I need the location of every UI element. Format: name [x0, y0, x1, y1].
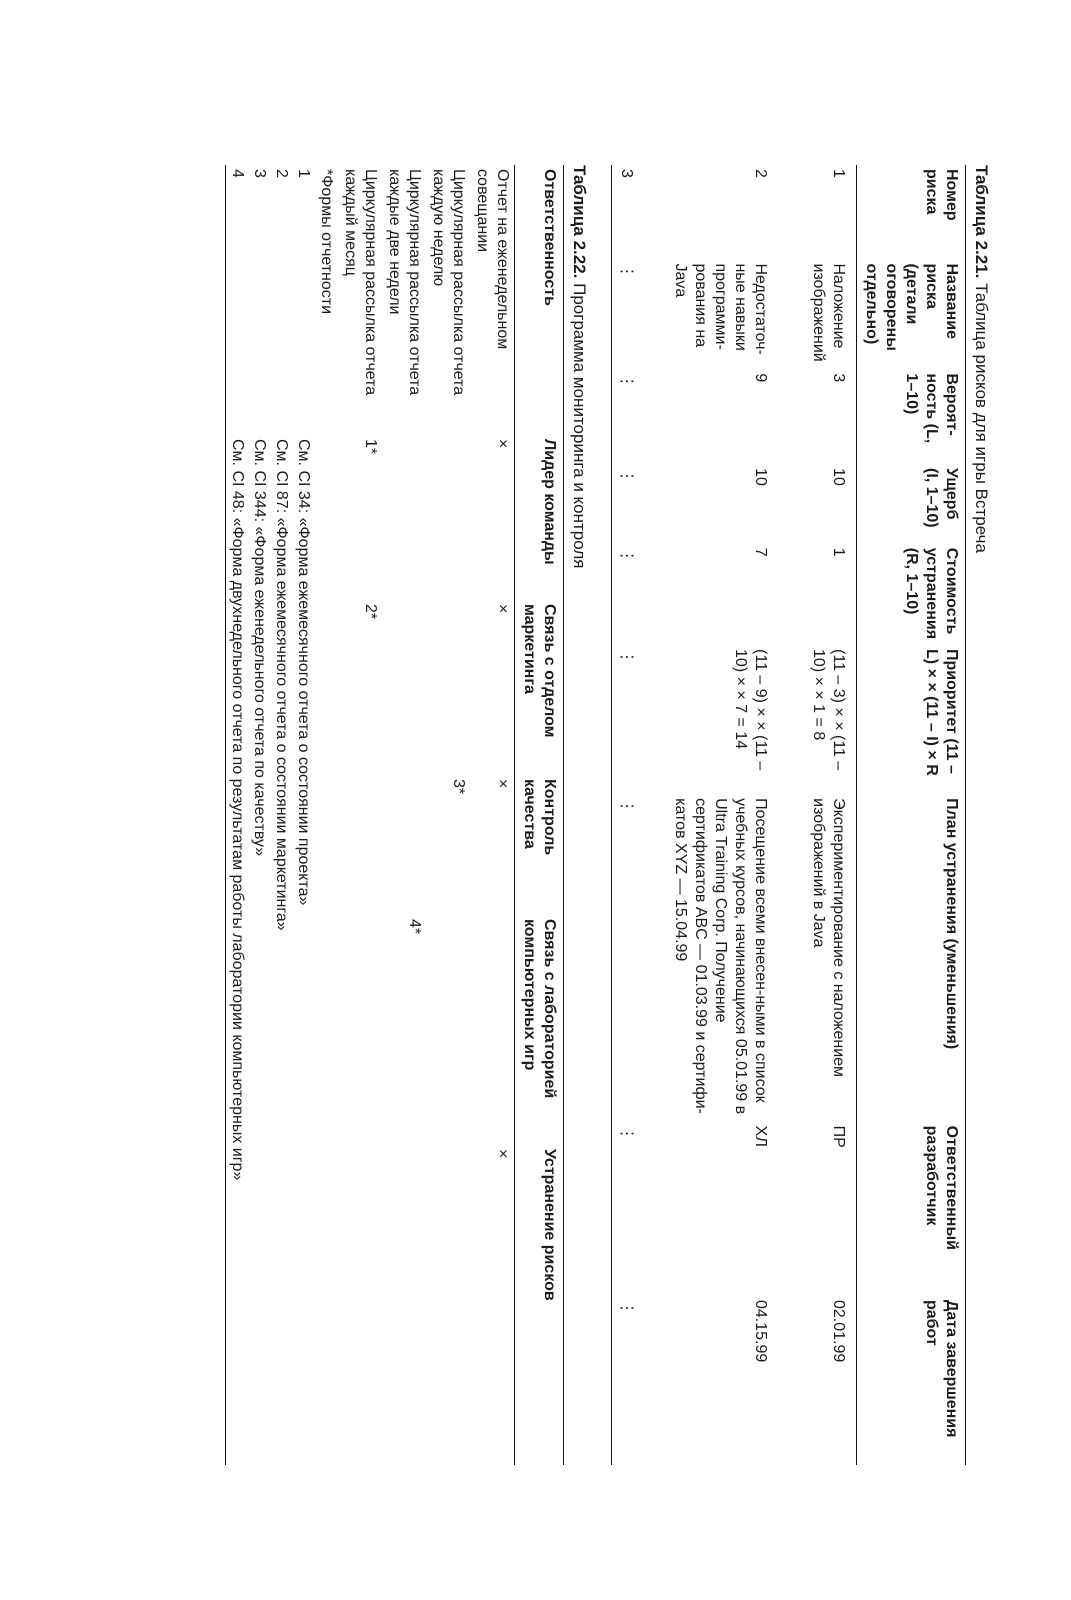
game-lab-cell	[426, 915, 470, 1145]
risk-date: 02.01.99	[830, 1299, 847, 1363]
risk-damage: 10	[830, 468, 847, 486]
footnote-number: 1	[295, 169, 312, 178]
footnote-row	[248, 165, 270, 1465]
table-row	[778, 165, 857, 1465]
header-responsibility: Ответственность	[541, 169, 558, 306]
risk-date: 04.15.99	[752, 1299, 769, 1363]
table-row	[382, 165, 426, 1465]
risk-developer: ⋮	[618, 1125, 635, 1142]
risk-mitigation-cell	[382, 1145, 426, 1465]
header-plan: План устранения (уменьшения)	[943, 798, 960, 1050]
footnote-text: См. CI 87: «Форма ежемесячного отчета о состоянии маркетинга»	[273, 439, 290, 931]
footnote-text: См. CI 344: «Форма еженедельного отчета по качеству»	[251, 439, 268, 857]
game-lab-cell	[470, 915, 515, 1145]
footnote-text: См. CI 34: «Форма ежемесячного отчета о состоянии проекта»	[295, 439, 312, 906]
team-lead-cell: 1*	[362, 439, 379, 455]
marketing-cell	[426, 600, 470, 775]
table-2-21-title: Таблица рисков для игры Встреча	[972, 283, 991, 553]
risk-date: ⋮	[618, 1299, 635, 1316]
table-2-22-caption	[569, 165, 589, 1465]
risk-cost: 7	[752, 547, 769, 557]
risk-probability: 3	[830, 373, 847, 383]
risk-name: Наложение изображений	[810, 263, 847, 362]
marketing-cell: ×	[494, 604, 511, 614]
header-cost: Стоимость устранения (R, 1–10)	[903, 547, 960, 640]
quality-cell	[338, 775, 382, 915]
table-2-22-title: Программа мониторинга и контроля	[570, 283, 589, 569]
quality-cell: ×	[494, 779, 511, 789]
risk-cost: 1	[830, 547, 847, 557]
footnote-row	[270, 165, 292, 1465]
risk-priority: (11 – 3) × × (11 – 10) × × 1 = 8	[810, 649, 847, 771]
table-2-22-number: Таблица 2.22.	[570, 165, 589, 279]
page-content	[91, 165, 991, 1465]
risk-mitigation-cell	[426, 1145, 470, 1465]
team-lead-cell: ×	[494, 439, 511, 449]
risk-plan: ⋮	[618, 798, 635, 815]
header-probability: Вероят-ность (L, 1–10)	[903, 373, 960, 444]
risk-name: Недостаточ-ные навыки программи-рования на Java	[672, 263, 769, 355]
header-priority: Приоритет (11 – L) × × (11 – I) × R	[923, 649, 960, 776]
risk-table-header	[857, 165, 966, 1465]
responsibility-label: Циркулярная рассылка отчета каждые две недели	[386, 169, 423, 396]
risk-cost: ⋮	[618, 547, 635, 564]
responsibility-label: Отчет на еженедельном совещании	[474, 169, 511, 350]
risk-mitigation-cell	[338, 1145, 382, 1465]
risk-damage: ⋮	[618, 468, 635, 485]
footnote-number: 3	[251, 169, 268, 178]
header-game-lab: Связь с лабораторией компьютерных игр	[521, 919, 558, 1099]
risk-developer: ХЛ	[752, 1125, 769, 1147]
header-damage: Ущерб (I, 1–10)	[923, 468, 960, 528]
team-lead-cell	[426, 435, 470, 600]
footnote-title-row	[314, 165, 338, 1465]
header-marketing: Связь с отделом маркетинга	[521, 604, 558, 738]
marketing-cell	[382, 600, 426, 775]
table-gap	[589, 165, 611, 1465]
header-date: Дата завершения работ	[923, 1299, 960, 1438]
risk-priority: (11 – 9) × × (11 – 10) × × 7 = 14	[732, 649, 769, 771]
team-lead-cell	[382, 435, 426, 600]
risk-priority: ⋮	[618, 649, 635, 666]
footnote-row	[292, 165, 314, 1465]
responsibility-label: Циркулярная рассылка отчета каждый месяц	[342, 169, 379, 396]
footnote-row	[226, 165, 249, 1465]
footnote-number: 2	[273, 169, 290, 178]
risk-probability: 9	[752, 373, 769, 383]
footnote-text: См. CI 48: «Форма двухнедельного отчета по результатам работы лаборатории компьютерных игр»	[229, 439, 246, 1181]
game-lab-cell: 4*	[406, 919, 423, 935]
risk-mitigation-cell: ×	[494, 1149, 511, 1159]
monitoring-table	[225, 165, 564, 1465]
header-team-lead: Лидер команды	[541, 439, 558, 565]
table-row	[640, 165, 778, 1465]
risk-number: 3	[618, 169, 635, 178]
risk-damage: 10	[752, 468, 769, 486]
table-2-21-caption	[971, 165, 991, 1465]
risk-number: 1	[830, 169, 847, 178]
risk-plan: Экспериментирование с наложением изображений в Java	[810, 798, 847, 1078]
table-row	[338, 165, 382, 1465]
header-risk-number: Номер риска	[923, 169, 960, 221]
marketing-cell: 2*	[362, 604, 379, 620]
risk-number: 2	[752, 169, 769, 178]
risk-developer: ПР	[830, 1125, 847, 1148]
risk-table	[611, 165, 966, 1465]
risk-probability: ⋮	[618, 373, 635, 390]
header-developer: Ответственный разработчик	[923, 1125, 960, 1250]
table-row	[470, 165, 515, 1465]
table-row	[426, 165, 470, 1465]
header-quality: Контроль качества	[521, 779, 558, 856]
table-2-21-number: Таблица 2.21.	[972, 165, 991, 279]
game-lab-cell	[338, 915, 382, 1145]
footnote-number: 4	[229, 169, 246, 178]
quality-cell: 3*	[450, 779, 467, 795]
quality-cell	[382, 775, 426, 915]
risk-name: ⋮	[618, 263, 635, 280]
risk-plan: Посещение всеми внесен-ными в список учебных курсов, начинающихся 05.01.99 в Ultra Training Corp. Получение сертификатов ABC — 01.03.99 и сертифи-катов XYZ — 15.04.99	[672, 798, 769, 1115]
responsibility-label: Циркулярная рассылка отчета каждую неделю	[430, 169, 467, 396]
footnote-title: *Формы отчетности	[318, 169, 335, 315]
header-risk-name: Название риска (детали оговорены отдельно)	[863, 263, 960, 351]
table-row	[612, 165, 641, 1465]
header-risk-mitigation: Устранение рисков	[541, 1149, 558, 1301]
monitoring-table-header	[515, 165, 564, 1465]
